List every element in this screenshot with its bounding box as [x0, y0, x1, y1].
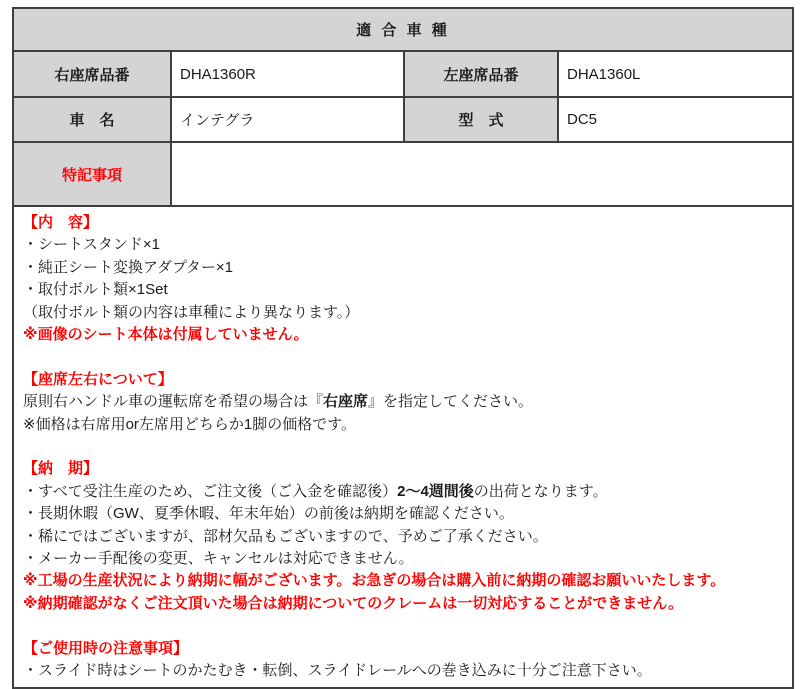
table-title: 適 合 車 種 — [13, 8, 793, 51]
section-line — [23, 660, 783, 682]
table-row — [13, 51, 793, 97]
section-heading: 【ご使用時の注意事項】 — [23, 639, 189, 657]
text-run: ・すべて受注生産のため、ご注文後（ご入金を確認後） — [23, 482, 398, 500]
text-run: ※納期確認がなくご注文頂いた場合は納期についてのクレームは一切対応することができません。 — [23, 594, 684, 612]
section-line — [23, 548, 783, 570]
text-run: 』を指定してください。 — [368, 393, 534, 411]
text-run: 右座席 — [323, 393, 369, 411]
text-run: ・稀にではございますが、部材欠品もございますので、予めご了承ください。 — [23, 527, 548, 545]
right-seat-number-value: DHA1360R — [171, 51, 404, 97]
left-seat-number-label: 左座席品番 — [404, 51, 558, 97]
section-line — [23, 481, 783, 503]
text-run: （取付ボルト類の内容は車種により異なります。） — [23, 303, 360, 321]
section-line — [23, 391, 783, 413]
text-run: 2～4週間後 — [397, 482, 474, 500]
text-run: の出荷となります。 — [473, 482, 608, 500]
content-sections — [23, 212, 783, 682]
text-run: ※画像のシート本体は付属していません。 — [23, 326, 309, 344]
text-run: ・長期休暇（GW、夏季休暇、年末年始）の前後は納期を確認ください。 — [23, 505, 514, 523]
section-heading: 【納 期】 — [23, 460, 99, 478]
compatible-vehicle-sheet — [12, 7, 792, 678]
content-section — [23, 638, 783, 683]
section-line — [23, 234, 783, 256]
content-section — [23, 458, 783, 615]
left-seat-number-value: DHA1360L — [558, 51, 793, 97]
text-run: ・メーカー手配後の変更、キャンセルは対応できません。 — [23, 550, 414, 568]
section-line — [23, 570, 783, 592]
text-run: ・取付ボルト類×1Set — [23, 281, 168, 299]
content-section — [23, 212, 783, 346]
section-line — [23, 526, 783, 548]
section-line — [23, 503, 783, 525]
text-run: ※価格は右席用or左席用どちらか1脚の価格です。 — [23, 415, 357, 433]
content-cell — [13, 206, 793, 688]
text-run: ・シートスタンド×1 — [23, 236, 160, 254]
section-line — [23, 593, 783, 615]
right-seat-number-label: 右座席品番 — [13, 51, 171, 97]
text-run: ※工場の生産状況により納期に幅がございます。お急ぎの場合は購入前に納期の確認お願いいたします。 — [23, 572, 726, 590]
car-name-label: 車 名 — [13, 97, 171, 142]
section-line — [23, 414, 783, 436]
spec-table — [12, 7, 794, 689]
section-heading: 【内 容】 — [23, 214, 99, 231]
content-row — [13, 206, 793, 688]
model-code-value: DC5 — [558, 97, 793, 142]
section-line — [23, 279, 783, 301]
special-notes-label: 特記事項 — [13, 142, 171, 206]
title-row — [13, 8, 793, 51]
section-line — [23, 302, 783, 324]
table-row — [13, 97, 793, 142]
car-name-value: インテグラ — [171, 97, 404, 142]
text-run: 原則右ハンドル車の運転席を希望の場合は『 — [23, 393, 324, 411]
text-run: ・スライド時はシートのかたむき・転倒、スライドレールへの巻き込みに十分ご注意下さい。 — [23, 662, 652, 680]
section-heading: 【座席左右について】 — [23, 370, 173, 388]
section-line — [23, 324, 783, 346]
model-code-label: 型 式 — [404, 97, 558, 142]
content-section — [23, 369, 783, 436]
special-notes-value — [171, 142, 793, 206]
text-run: ・純正シート変換アダプター×1 — [23, 258, 234, 276]
section-line — [23, 257, 783, 279]
special-notes-row — [13, 142, 793, 206]
